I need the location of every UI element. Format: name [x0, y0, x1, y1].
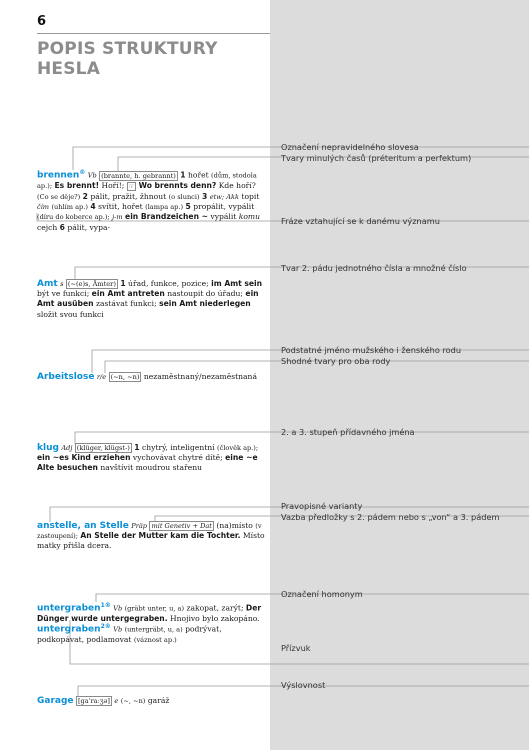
translation: svítit, hořet	[98, 202, 143, 212]
example: Der Dünger wurde untergegraben.	[37, 603, 262, 623]
past-forms: (brannte, h. gebrannt)	[101, 171, 176, 180]
phrase: im Amt sein	[211, 279, 263, 288]
headword: Amt	[37, 279, 58, 289]
part-of-speech: Vb	[113, 604, 123, 613]
example-translation: Kde hoří?	[218, 180, 256, 190]
homonym-mark: 1®	[100, 602, 111, 609]
context: (váznost ap.)	[133, 635, 177, 644]
phrase-translation: cejch	[37, 222, 58, 232]
reference-icon: ☞	[128, 182, 135, 190]
note-text: Označení homonym	[281, 589, 363, 599]
headword: Garage	[37, 696, 74, 706]
verb-forms: (untergräbt, u, a)	[124, 625, 183, 634]
note-text: Označení nepravidelného slovesa	[281, 142, 419, 152]
phrase: sein Amt niederlegen	[159, 299, 251, 309]
headword: Arbeitslose	[37, 372, 95, 382]
example: Wo brennts denn?	[138, 180, 217, 190]
context: (o slunci)	[168, 192, 200, 201]
phrase-translation: nastoupit do úřadu;	[167, 289, 243, 299]
context: čím	[37, 203, 50, 212]
phrase-translation: složit svou funkci	[37, 309, 104, 319]
note-homonyms	[281, 589, 526, 600]
page-number: 6	[37, 14, 47, 29]
translation: úřad, funkce, pozice;	[128, 279, 209, 288]
grammar-case: mit Genetiv + Dat	[151, 522, 212, 530]
note-comparison	[281, 427, 526, 438]
context: (v zastoupení);	[37, 522, 262, 541]
translation: propálit, vypálit	[193, 202, 255, 212]
phrase: eine ~e Alte besuchen	[37, 453, 258, 473]
page-title-line1: POPIS STRUKTURY	[37, 39, 218, 59]
sense-number: 4	[90, 202, 96, 212]
entry-arbeitslose	[37, 372, 267, 382]
irregular-verb-mark: ®	[79, 169, 86, 176]
part-of-speech: Präp	[131, 522, 148, 530]
sense-number: 1	[180, 170, 186, 180]
context: (uhlím ap.)	[51, 203, 88, 212]
note-text: Přízvuk	[281, 643, 311, 653]
context: (Co se děje?)	[37, 192, 81, 201]
gender: s	[60, 280, 64, 288]
example: An Stelle der Mutter kam die Tochter.	[80, 531, 241, 541]
entry-garage	[37, 696, 267, 706]
sense-number: 1	[120, 279, 126, 288]
headword: brennen	[37, 170, 80, 181]
grammar: j-m	[112, 213, 123, 222]
comparison-forms: (klüger, klügst-)	[76, 444, 130, 452]
phrase: ein ~es Kind erziehen	[37, 453, 131, 463]
sense-number: 3	[201, 191, 208, 201]
entry-untergraben-1	[37, 601, 267, 624]
note-stress	[281, 643, 526, 654]
headword: klug	[37, 443, 59, 453]
note-masc-fem-noun	[281, 345, 526, 367]
gender: r/e	[96, 373, 107, 381]
sense-number: 6	[59, 222, 65, 232]
translation: chytrý, inteligentní	[142, 443, 215, 452]
example-translation: Hnojivo bylo zakopáno.	[170, 613, 260, 623]
phrase: ein Brandzeichen ~	[125, 212, 208, 222]
note-genitive-plural	[281, 263, 526, 274]
note-text: Tvar 2. pádu jednotného čísla a množné číslo	[281, 263, 467, 273]
headword: anstelle, an Stelle	[37, 521, 129, 531]
note-text: 2. a 3. stupeň přídavného jména	[281, 427, 415, 437]
translation: podrývat, podkopávat, podlamovat	[37, 624, 222, 644]
translation: garáž	[147, 696, 170, 705]
noun-forms: (~, ~n)	[120, 697, 146, 705]
phrase-translation: navštívit moudrou stařenu	[100, 463, 202, 473]
sense-number: 1	[134, 443, 140, 452]
phrase-translation: komu	[238, 212, 260, 222]
note-pronunciation	[281, 680, 526, 691]
note-text: Shodné tvary pro oba rody	[281, 356, 391, 366]
phrase-translation: vychovávat chytré dítě;	[132, 453, 223, 463]
context: (lampa ap.)	[145, 203, 184, 212]
phrase: ein Amt ausüben	[37, 289, 259, 309]
part-of-speech: Vb	[87, 171, 97, 180]
note-spelling-preposition	[281, 501, 526, 523]
note-irregular-verb	[281, 142, 526, 164]
grammar: etw; Akk	[209, 192, 239, 201]
noun-forms: (~n, ~n)	[110, 373, 140, 381]
entry-brennen	[37, 168, 267, 233]
entry-klug	[37, 443, 267, 474]
note-text: Tvary minulých časů (préteritum a perfektum)	[281, 153, 472, 163]
context: (díru do koberce ap.);	[37, 213, 110, 222]
sense-number: 5	[185, 202, 191, 212]
context: (člověk ap.);	[217, 444, 259, 452]
context: (dům, stodola ap.);	[37, 171, 257, 190]
translation: topit	[241, 191, 260, 201]
phrase: ein Amt antreten	[91, 289, 165, 299]
part-of-speech: Vb	[113, 625, 123, 634]
note-text: Výslovnost	[281, 680, 326, 690]
note-text: Podstatné jméno mužského i ženského rodu	[281, 345, 462, 355]
gender: e	[114, 697, 119, 705]
headword: untergraben	[37, 603, 101, 614]
pronunciation: [gaˈraːʒə]	[77, 697, 110, 705]
example: Es brennt!	[54, 180, 100, 190]
translation: hořet	[187, 170, 209, 180]
translation: (na)místo	[216, 521, 253, 530]
headword: untergraben	[37, 624, 101, 635]
note-text: Fráze vztahující se k danému významu	[281, 216, 440, 226]
phrase-translation: zastávat funkci;	[95, 299, 157, 309]
note-text: Pravopisné varianty	[281, 501, 363, 511]
homonym-mark: 2®	[100, 623, 111, 630]
translation: pálit, pražit, žhnout	[90, 191, 167, 201]
note-text: Vazba předložky s 2. pádem nebo s „von“ a 3. pádem	[281, 512, 500, 522]
page-title-line2: HESLA	[37, 59, 101, 79]
entry-amt	[37, 279, 267, 320]
entry-untergraben-2	[37, 622, 267, 645]
translation: zakopat, zarýt;	[186, 603, 244, 613]
sense-number: 2	[82, 191, 88, 201]
example-translation: Místo matky přišla dcera.	[37, 531, 265, 551]
translation: nezaměstnaný/nezaměstnaná	[143, 372, 257, 381]
entry-anstelle	[37, 521, 267, 552]
example-translation: Hoří!;	[101, 180, 125, 190]
note-phrase	[281, 216, 526, 227]
verb-forms: (gräbt unter, u, a)	[124, 604, 185, 613]
translation: pálit, vypa-	[67, 222, 111, 232]
phrase-translation: být ve funkci;	[37, 289, 90, 299]
genitive-plural-forms: (~(e)s, Ämter)	[67, 280, 116, 288]
part-of-speech: Adj	[61, 444, 73, 452]
phrase-translation: vypálit	[210, 212, 237, 222]
